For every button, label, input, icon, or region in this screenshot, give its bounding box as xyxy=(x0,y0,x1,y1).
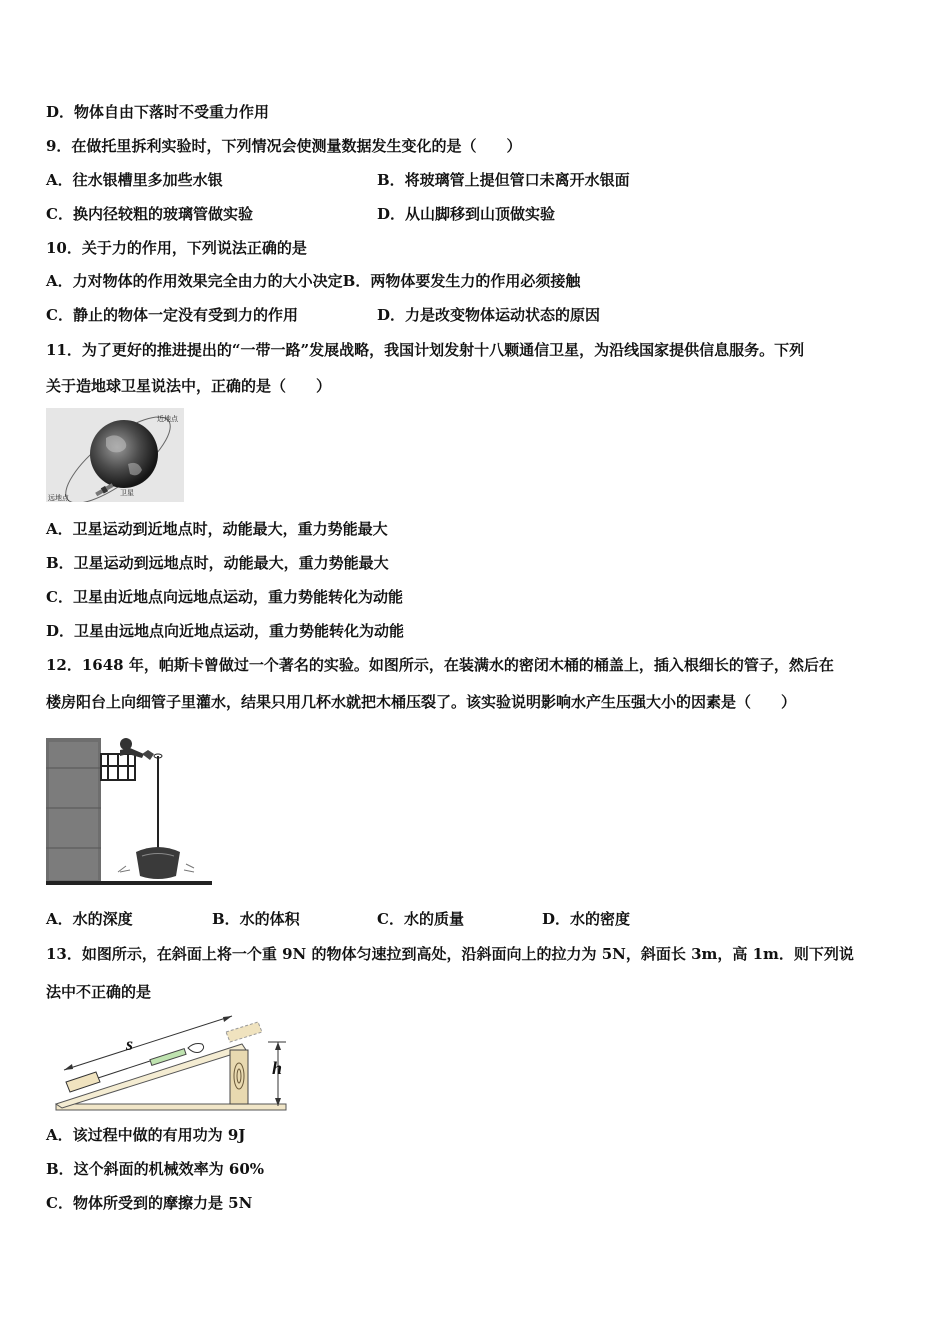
q12-option-c: C．水的质量 xyxy=(377,910,464,928)
cup-icon xyxy=(142,750,154,760)
q11-stem-line2: 关于造地球卫星说法中，正确的是（ ） xyxy=(46,377,332,395)
h-label: h xyxy=(272,1058,283,1078)
q9-option-a: A．往水银槽里多加些水银 xyxy=(46,171,223,189)
q9-stem: 9．在做托里拆利实验时，下列情况会使测量数据发生变化的是（ ） xyxy=(46,137,522,155)
pull-string xyxy=(98,1061,150,1078)
q13-option-b: B．这个斜面的机械效率为 60% xyxy=(46,1160,265,1178)
q11-stem-line1: 11．为了更好的推进提出的“一带一路”发展战略，我国计划发射十八颗通信卫星，为沿线国家提供信息服务。下列 xyxy=(46,341,805,359)
q13-option-c: C．物体所受到的摩擦力是 5N xyxy=(46,1194,253,1212)
earth-icon xyxy=(90,420,158,488)
q11-option-b: B．卫星运动到远地点时，动能最大，重力势能最大 xyxy=(46,554,389,572)
ground-base xyxy=(56,1104,286,1110)
q10-option-d: D．力是改变物体运动状态的原因 xyxy=(377,306,601,324)
q11-option-a: A．卫星运动到近地点时，动能最大，重力势能最大 xyxy=(46,520,388,538)
perigee-label: 近地点 xyxy=(157,415,178,423)
q12-option-a: A．水的深度 xyxy=(46,910,133,928)
q13-stem-line1: 13．如图所示，在斜面上将一个重 9N 的物体匀速拉到高处，沿斜面向上的拉力为 5N，斜面长 3m，高 1m．则下列说 xyxy=(46,945,854,963)
q11-option-c: C．卫星由近地点向远地点运动，重力势能转化为动能 xyxy=(46,588,403,606)
satellite-label: 卫星 xyxy=(120,489,134,497)
q12-option-b: B．水的体积 xyxy=(212,910,300,928)
q13-stem-line2: 法中不正确的是 xyxy=(46,983,152,1001)
q10-stem: 10．关于力的作用，下列说法正确的是 xyxy=(46,239,307,257)
satellite-orbit-figure xyxy=(46,408,184,502)
pascal-barrel-figure xyxy=(46,738,212,886)
block-top-position xyxy=(226,1022,262,1042)
q9-option-d: D．从山脚移到山顶做实验 xyxy=(377,205,556,223)
q12-stem-line2: 楼房阳台上向细管子里灌水，结果只用几杯水就把木桶压裂了。该实验说明影响水产生压强大小的因素是（ ） xyxy=(46,693,797,711)
barrel-icon xyxy=(136,847,180,879)
incline-figure xyxy=(46,1010,290,1114)
apogee-label: 远地点 xyxy=(48,494,69,502)
q11-option-d: D．卫星由远地点向近地点运动，重力势能转化为动能 xyxy=(46,622,405,640)
ground-line xyxy=(46,881,212,885)
q12-option-d: D．水的密度 xyxy=(542,910,631,928)
q9-option-c: C．换内径较粗的玻璃管做实验 xyxy=(46,205,253,223)
q13-option-a: A．该过程中做的有用功为 9J xyxy=(46,1126,246,1144)
s-label: s xyxy=(126,1034,134,1054)
q8-option-d: D．物体自由下落时不受重力作用 xyxy=(46,103,270,121)
block-icon xyxy=(66,1072,100,1092)
q9-option-b: B．将玻璃管上提但管口未离开水银面 xyxy=(377,171,630,189)
spring-scale-icon xyxy=(150,1049,186,1066)
q10-option-ab: A．力对物体的作用效果完全由力的大小决定B．两物体要发生力的作用必须接触 xyxy=(46,272,581,290)
q10-option-c: C．静止的物体一定没有受到力的作用 xyxy=(46,306,298,324)
wooden-support xyxy=(230,1050,248,1104)
hand-icon xyxy=(188,1044,204,1053)
q12-stem-line1: 12．1648 年，帕斯卡曾做过一个著名的实验。如图所示，在装满水的密闭木桶的桶盖上，插入根细长的管子，然后在 xyxy=(46,656,834,674)
